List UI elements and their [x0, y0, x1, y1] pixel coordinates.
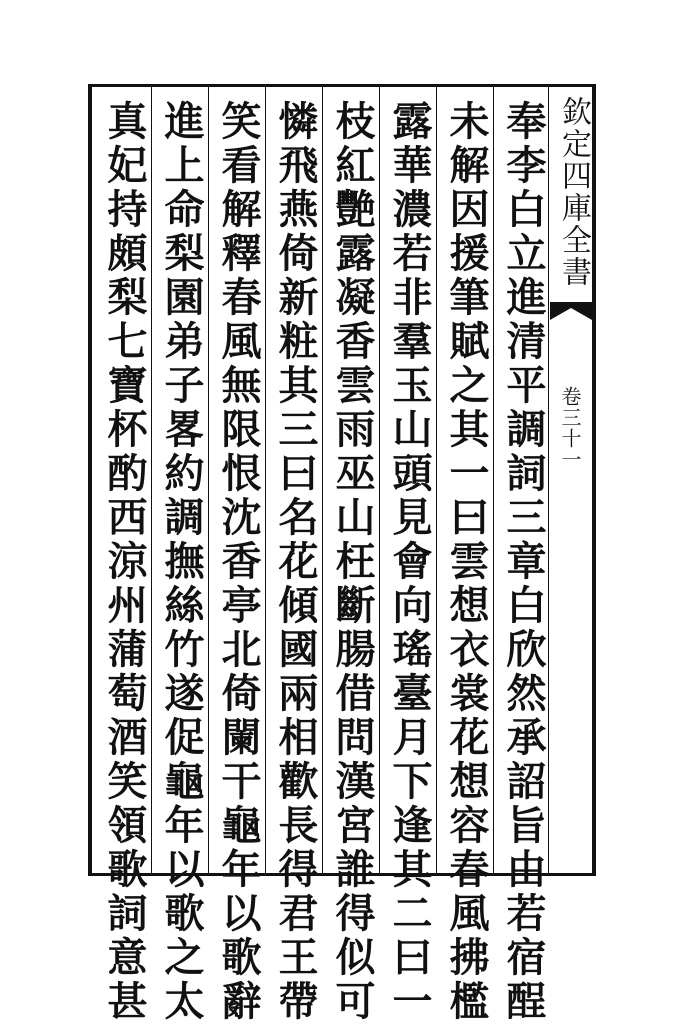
text-column-4: 枝紅艷露凝香雲雨巫山枉斷腸借問漢宮誰得似可 [329, 100, 376, 1024]
text-column-6: 笑看解釋春風無限恨沈香亭北倚闌干龜年以歌辭 [215, 100, 262, 1024]
fish-tail-mark-icon [550, 302, 592, 320]
text-column-7: 進上命梨園弟子畧約調撫絲竹遂促龜年以歌之太 [158, 100, 205, 1024]
column-rule [265, 87, 266, 873]
text-column-1: 奉李白立進清平調詞三章白欣然承詔旨由若宿酲 [500, 100, 547, 1024]
text-column-2: 未解因援筆賦之其一曰雲想衣裳花想容春風拂檻 [443, 100, 490, 1024]
text-column-3: 露華濃若非羣玉山頭見會向瑤臺月下逢其二曰一 [386, 100, 433, 1024]
margin-juan-number: 卷三十一 [558, 386, 582, 470]
column-rule [379, 87, 380, 873]
text-column-8: 真妃持頗梨七寶杯酌西涼州蒲萄酒笑領歌詞意甚 [101, 100, 148, 1024]
margin-title: 欽定四庫全書 [556, 96, 591, 288]
column-rule [151, 87, 152, 873]
text-column-5: 憐飛燕倚新粧其三曰名花傾國兩相歡長得君王帶 [272, 100, 319, 1024]
column-rule [208, 87, 209, 873]
column-rule [322, 87, 323, 873]
column-rule [493, 87, 494, 873]
column-rule [436, 87, 437, 873]
